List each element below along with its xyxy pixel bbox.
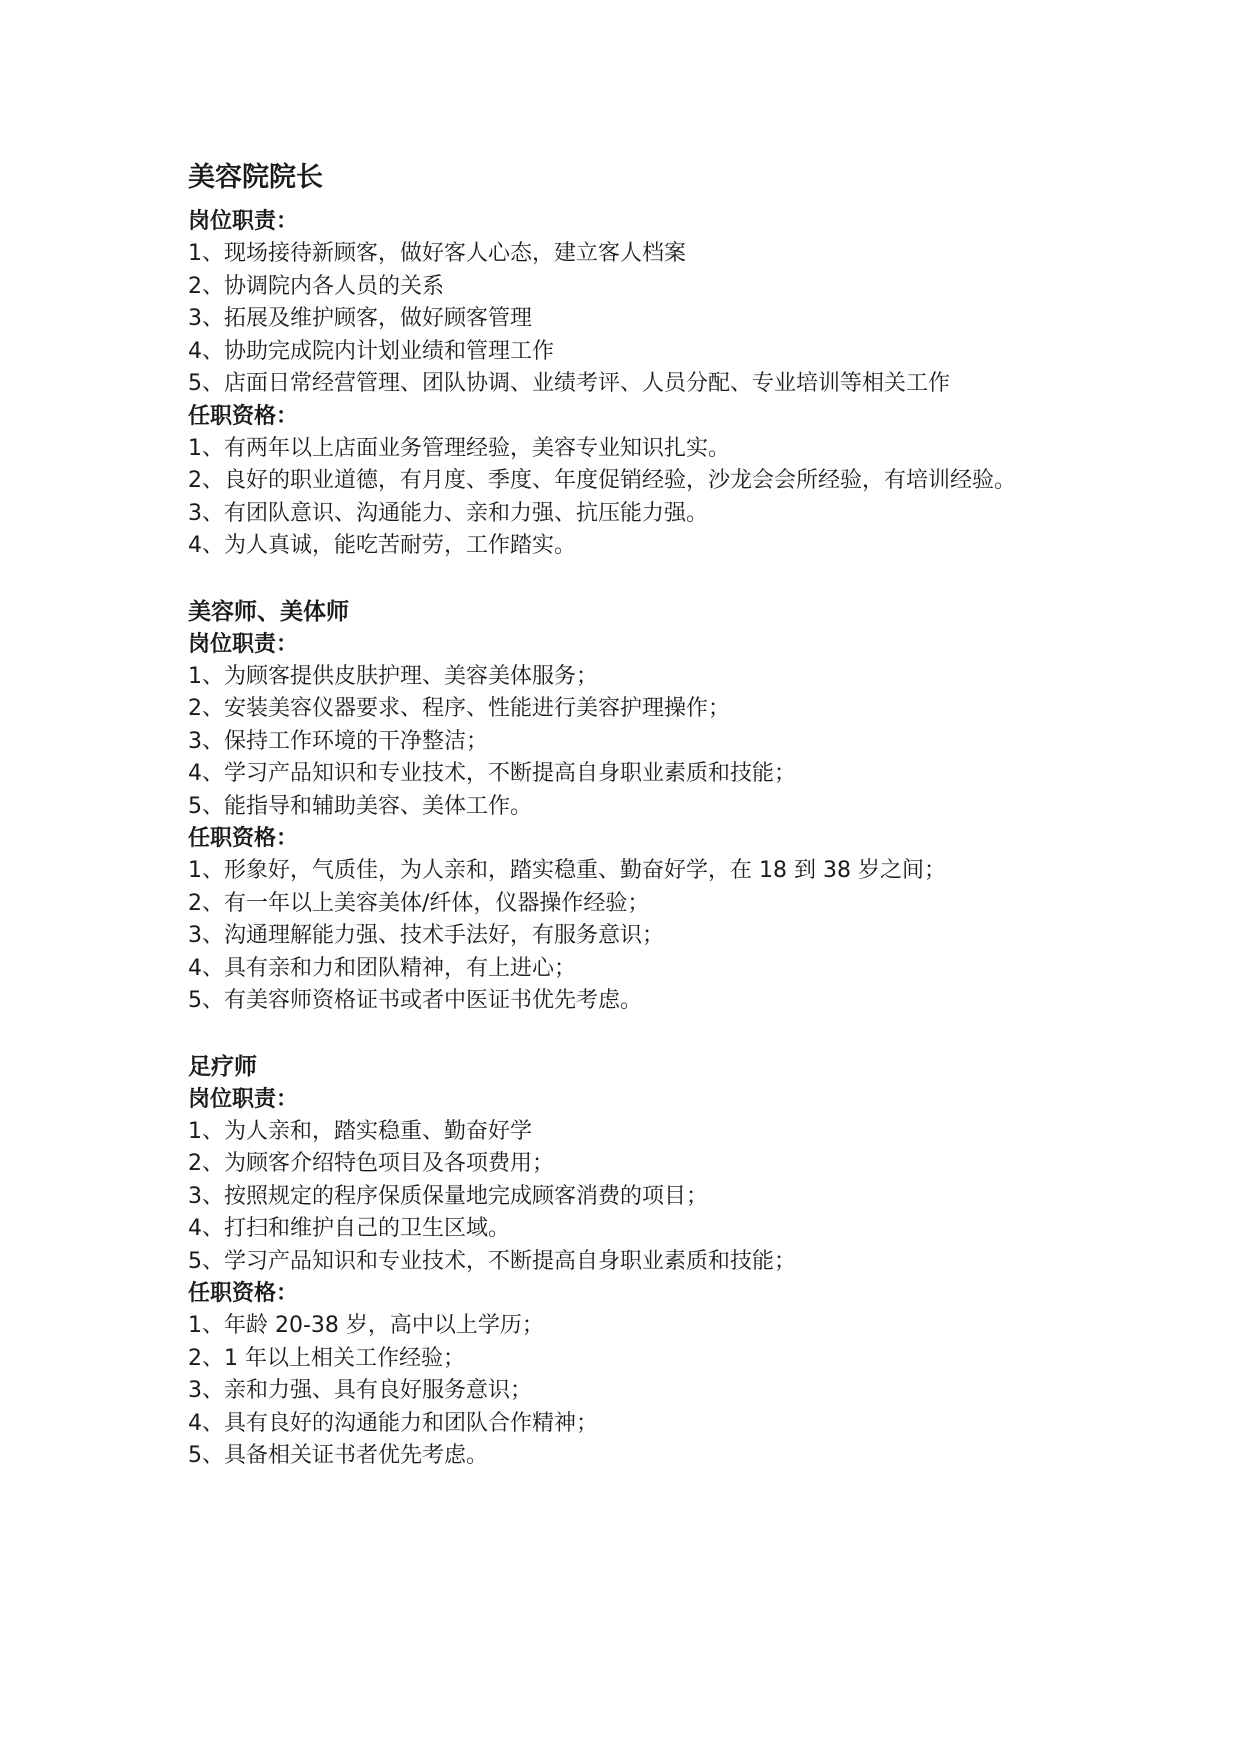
quals-heading: 任职资格： xyxy=(188,403,299,429)
list-item: 5、有美容师资格证书或者中医证书优先考虑。 xyxy=(188,988,642,1013)
list-item: 1、形象好，气质佳，为人亲和，踏实稳重、勤奋好学，在 18 到 38 岁之间； xyxy=(188,858,946,883)
section-title: 美容院院长 xyxy=(188,162,323,193)
list-item: 2、有一年以上美容美体/纤体，仪器操作经验； xyxy=(188,890,650,916)
list-item: 4、为人真诚，能吃苦耐劳，工作踏实。 xyxy=(188,533,576,558)
duties-list xyxy=(188,661,1068,824)
list-item: 5、店面日常经营管理、团队协调、业绩考评、人员分配、专业培训等相关工作 xyxy=(188,371,950,396)
duties-heading: 岗位职责： xyxy=(188,209,299,234)
duties-heading: 岗位职责： xyxy=(188,631,299,657)
list-item: 3、拓展及维护顾客，做好顾客管理 xyxy=(188,306,532,331)
list-item: 5、能指导和辅助美容、美体工作。 xyxy=(188,793,532,819)
quals-list xyxy=(188,433,1068,563)
list-item: 1、为顾客提供皮肤护理、美容美体服务； xyxy=(188,663,598,689)
list-item: 2、协调院内各人员的关系 xyxy=(188,273,444,299)
quals-list xyxy=(188,855,1068,1018)
list-item: 5、具备相关证书者优先考虑。 xyxy=(188,1443,488,1468)
list-item: 4、打扫和维护自己的卫生区域。 xyxy=(188,1216,510,1241)
list-item: 2、安装美容仪器要求、程序、性能进行美容护理操作； xyxy=(188,696,730,721)
section-director xyxy=(188,158,1068,563)
duties-list xyxy=(188,238,1068,401)
list-item: 1、有两年以上店面业务管理经验，美容专业知识扎实。 xyxy=(188,435,730,461)
section-foot-therapist xyxy=(188,1051,1068,1473)
list-item: 1、年龄 20-38 岁，高中以上学历； xyxy=(188,1313,544,1338)
list-item: 2、为顾客介绍特色项目及各项费用； xyxy=(188,1151,554,1176)
duties-heading: 岗位职责： xyxy=(188,1086,299,1112)
list-item: 3、亲和力强、具有良好服务意识； xyxy=(188,1378,532,1403)
list-item: 2、1 年以上相关工作经验； xyxy=(188,1345,465,1371)
list-item: 3、按照规定的程序保质保量地完成顾客消费的项目； xyxy=(188,1183,708,1209)
list-item: 1、现场接待新顾客，做好客人心态，建立客人档案 xyxy=(188,241,686,266)
quals-heading: 任职资格： xyxy=(188,826,299,851)
list-item: 3、沟通理解能力强、技术手法好，有服务意识； xyxy=(188,923,664,948)
list-item: 5、学习产品知识和专业技术，不断提高自身职业素质和技能； xyxy=(188,1248,796,1274)
list-item: 4、协助完成院内计划业绩和管理工作 xyxy=(188,338,554,364)
list-item: 3、保持工作环境的干净整洁； xyxy=(188,728,488,754)
list-item: 3、有团队意识、沟通能力、亲和力强、抗压能力强。 xyxy=(188,500,708,526)
section-beautician xyxy=(188,596,1068,1018)
quals-heading: 任职资格： xyxy=(188,1281,299,1306)
document-page xyxy=(188,158,1068,1506)
list-item: 2、良好的职业道德，有月度、季度、年度促销经验，沙龙会会所经验，有培训经验。 xyxy=(188,468,1016,493)
quals-list xyxy=(188,1310,1068,1473)
list-item: 4、具有良好的沟通能力和团队合作精神； xyxy=(188,1410,598,1436)
duties-list xyxy=(188,1116,1068,1279)
list-item: 4、具有亲和力和团队精神，有上进心； xyxy=(188,955,576,981)
section-title: 美容师、美体师 xyxy=(188,598,349,625)
list-item: 4、学习产品知识和专业技术，不断提高自身职业素质和技能； xyxy=(188,761,796,786)
list-item: 1、为人亲和，踏实稳重、勤奋好学 xyxy=(188,1118,532,1144)
section-title: 足疗师 xyxy=(188,1053,257,1080)
